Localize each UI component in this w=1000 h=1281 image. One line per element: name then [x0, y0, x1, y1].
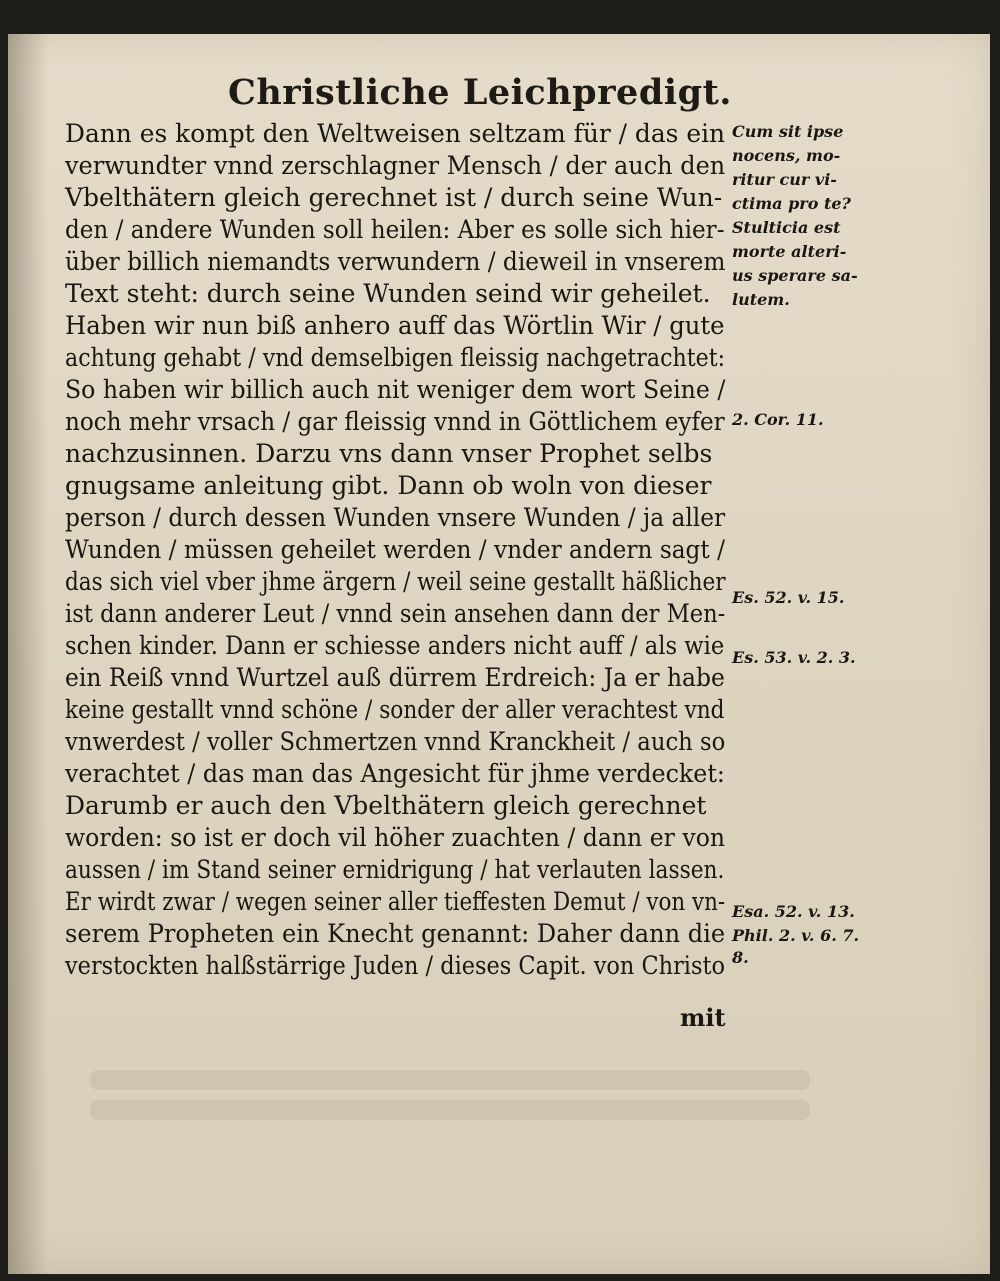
- text-line: So haben wir billich auch nit weniger dem wort Seine /: [65, 375, 726, 404]
- text-line: Vbelthätern gleich gerechnet ist / durch seine Wun-: [65, 183, 723, 212]
- text-line: nachzusinnen. Darzu vns dann vnser Prophet selbs: [65, 439, 713, 468]
- text-line: ist dann anderer Leut / vnnd sein ansehen dann der Men-: [65, 599, 726, 628]
- margin-note: Esa. 52. v. 13.: [732, 902, 855, 921]
- text-line: vnwerdest / voller Schmertzen vnnd Kranckheit / auch so: [65, 727, 726, 756]
- margin-note: Es. 53. v. 2. 3.: [732, 648, 856, 667]
- text-line: Dann es kompt den Weltweisen seltzam für / das ein: [65, 119, 726, 148]
- text-line: achtung gehabt / vnd demselbigen fleissig nachgetrachtet:: [65, 343, 726, 372]
- margin-note: nocens, mo-: [732, 146, 841, 165]
- text-line: worden: so ist er doch vil höher zuachten / dann er von: [65, 823, 726, 852]
- text-line: aussen / im Stand seiner ernidrigung / hat verlauten lassen.: [65, 855, 725, 884]
- running-header: Christliche Leichpredigt.: [228, 72, 732, 113]
- text-line: person / durch dessen Wunden vnsere Wunden / ja aller: [65, 503, 726, 532]
- margin-note: 8.: [732, 948, 749, 967]
- margin-note: Stulticia est: [732, 218, 841, 237]
- show-through-text: [90, 1060, 810, 1140]
- text-line: Darumb er auch den Vbelthätern gleich gerechnet: [65, 791, 707, 820]
- text-line: den / andere Wunden soll heilen: Aber es solle sich hier-: [65, 215, 725, 244]
- text-line: noch mehr vrsach / gar fleissig vnnd in Göttlichem eyfer: [65, 407, 725, 436]
- margin-note: ritur cur vi-: [732, 170, 837, 189]
- text-line: keine gestallt vnnd schöne / sonder der aller verachtest vnd: [65, 695, 725, 724]
- text-line: ein Reiß vnnd Wurtzel auß dürrem Erdreich: Ja er habe: [65, 663, 725, 692]
- text-line: verstockten halßstärrige Juden / dieses Capit. von Christo: [65, 951, 726, 980]
- text-line: gnugsame anleitung gibt. Dann ob woln von dieser: [65, 471, 712, 500]
- text-line: serem Propheten ein Knecht genannt: Daher dann die: [65, 919, 726, 948]
- text-line: verwundter vnnd zerschlagner Mensch / der auch den: [65, 151, 726, 180]
- margin-note: us sperare sa-: [732, 266, 858, 285]
- text-line: über billich niemandts verwundern / dieweil in vnserem: [65, 247, 726, 276]
- margin-note: Es. 52. v. 15.: [732, 588, 845, 607]
- text-line: Haben wir nun biß anhero auff das Wörtlin Wir / gute: [65, 311, 725, 340]
- margin-note: morte alteri-: [732, 242, 847, 261]
- margin-note: Cum sit ipse: [732, 122, 844, 141]
- catchword: mit: [680, 1003, 726, 1032]
- text-line: Wunden / müssen geheilet werden / vnder andern sagt /: [65, 535, 725, 564]
- text-line: Text steht: durch seine Wunden seind wir geheilet.: [65, 279, 711, 308]
- margin-note: Phil. 2. v. 6. 7.: [732, 926, 860, 945]
- text-line: schen kinder. Dann er schiesse anders nicht auff / als wie: [65, 631, 725, 660]
- margin-note: ctima pro te?: [732, 194, 851, 213]
- margin-note: lutem.: [732, 290, 790, 309]
- margin-note: 2. Cor. 11.: [732, 410, 824, 429]
- text-line: das sich viel vber jhme ärgern / weil seine gestallt häßlicher: [65, 567, 726, 596]
- text-line: verachtet / das man das Angesicht für jhme verdecket:: [65, 759, 725, 788]
- text-line: Er wirdt zwar / wegen seiner aller tieffesten Demut / von vn-: [65, 887, 726, 916]
- page-gutter-shadow: [8, 34, 48, 1274]
